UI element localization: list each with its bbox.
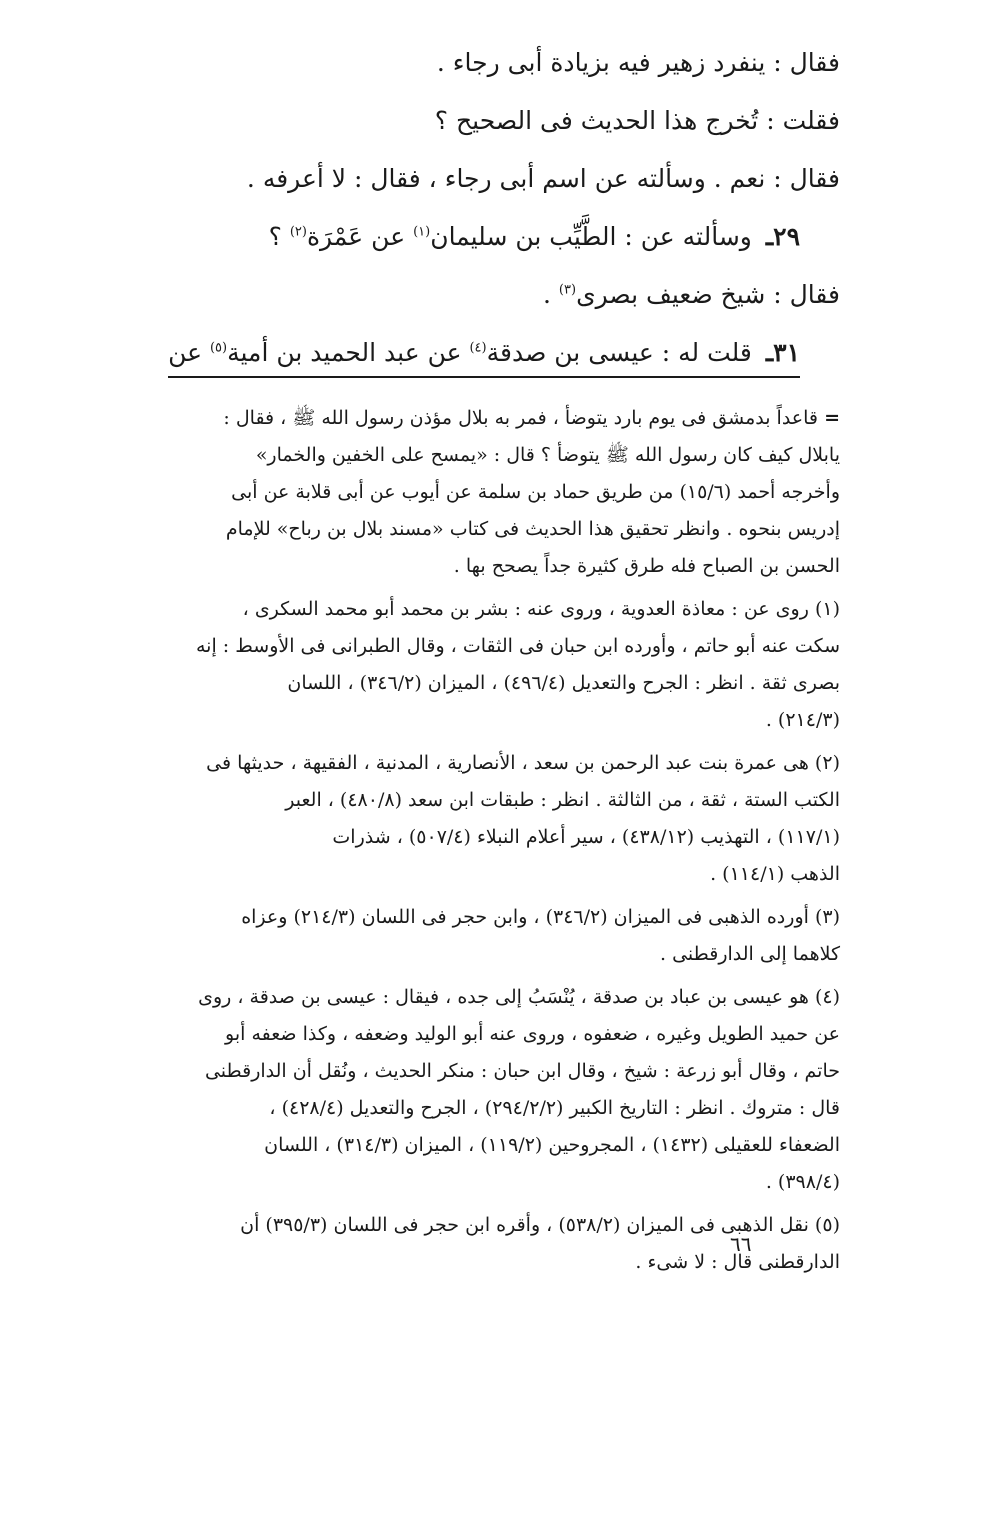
question-29-text-b: عن عَمْرَة — [306, 222, 414, 251]
footnote-2 — [120, 745, 840, 897]
question-31-text-a: قلت له : عيسى بن صدقة — [486, 338, 752, 367]
footnote-2-line-2: الكتب الستة ، ثقة ، من الثالثة . انظر : طبقات ابن سعد (٤٨٠/٨) ، العبر — [285, 789, 840, 811]
continuation-line-4: إدريس بنحوه . وانظر تحقيق هذا الحديث فى كتاب «مسند بلال بن رباح» للإمام — [225, 518, 840, 540]
question-31 — [120, 338, 840, 396]
footnote-3 — [120, 899, 840, 977]
footnote-3-line-2: كلاهما إلى الدارقطنى . — [660, 943, 840, 965]
footnote-4-line-3: حاتم ، وقال أبو زرعة : شيخ ، وقال ابن حبان : منكر الحديث ، ونُقل أن الدارقطنى — [204, 1060, 840, 1082]
continuation-mark: = — [824, 407, 840, 429]
footnote-1-line-3: بصرى ثقة . انظر : الجرح والتعديل (٤٩٦/٤) ، الميزان (٣٤٦/٢) ، اللسان — [287, 672, 840, 694]
main-line-3-text: فقال : نعم . وسألته عن اسم أبى رجاء ، فقال : لا أعرفه . — [246, 164, 840, 193]
main-line-2-text: فقلت : تُخرج هذا الحديث فى الصحيح ؟ — [434, 106, 840, 135]
footnote-4-line-5: الضعفاء للعقيلى (١٤٣٢) ، المجروحين (١١٩/٢) ، الميزان (٣١٤/٣) ، اللسان — [264, 1134, 840, 1156]
footnote-4-line-2: عن حميد الطويل وغيره ، ضعفوه ، وروى عنه أبو الوليد وضعفه ، وكذا ضعفه أبو — [225, 1023, 840, 1045]
answer-29-text-b: . — [543, 280, 559, 309]
footnote-continuation — [120, 400, 840, 589]
footnote-ref-3: (٣) — [558, 282, 577, 298]
footnote-1 — [120, 591, 840, 743]
question-31-text-b: عن عبد الحميد بن أمية — [227, 338, 470, 367]
footnote-1-line-4: (٢١٤/٣) . — [765, 709, 840, 731]
document-page — [120, 48, 840, 1287]
page-number: ٦٦ — [730, 1232, 752, 1256]
footnote-ref-4: (٤) — [469, 340, 487, 356]
footnote-2-line-3: (١١٧/١) ، التهذيب (٤٣٨/١٢) ، سير أعلام النبلاء (٥٠٧/٤) ، شذرات — [332, 826, 840, 848]
footnote-2-line-1: (٢) هى عمرة بنت عبد الرحمن بن سعد ، الأنصارية ، المدنية ، الفقيهة ، حديثها فى — [206, 752, 840, 774]
footnote-ref-2: (٢) — [289, 224, 307, 240]
main-line-3 — [120, 164, 840, 222]
question-29 — [120, 222, 840, 280]
main-line-1-text: فقال : ينفرد زهير فيه بزيادة أبى رجاء . — [436, 48, 840, 77]
question-29-text-c: ؟ — [268, 222, 290, 251]
footnote-4-line-4: قال : متروك . انظر : التاريخ الكبير (٢٩٤/٢/٢) ، الجرح والتعديل (٤٢٨/٤) ، — [269, 1097, 840, 1119]
question-29-text-a: وسألته عن : الطَّيِّب بن سليمان — [430, 222, 752, 251]
footnote-1-line-2: سكت عنه أبو حاتم ، وأورده ابن حبان فى الثقات ، وقال الطبرانى فى الأوسط : إنه — [196, 635, 840, 657]
question-29-number: ٢٩ـ — [765, 222, 800, 251]
footnote-5-line-1: (٥) نقل الذهبى فى الميزان (٥٣٨/٢) ، وأقره ابن حجر فى اللسان (٣٩٥/٣) أن — [240, 1214, 840, 1236]
continuation-line-1 — [120, 400, 840, 437]
footnote-4 — [120, 979, 840, 1205]
continuation-line-3: وأخرجه أحمد (١٥/٦) من طريق حماد بن سلمة عن أيوب عن أبى قلابة عن أبى — [231, 481, 840, 503]
footnote-3-line-1: (٣) أورده الذهبى فى الميزان (٣٤٦/٢) ، وابن حجر فى اللسان (٢١٤/٣) وعزاه — [241, 906, 840, 928]
footnote-5-line-2: الدارقطنى قال : لا شىء . — [635, 1251, 840, 1273]
continuation-line-5: الحسن بن الصباح فله طرق كثيرة جداً يصحح بها . — [453, 555, 840, 577]
footnote-ref-1: (١) — [413, 224, 431, 240]
main-line-1 — [120, 48, 840, 106]
continuation-line-1-text: قاعداً بدمشق فى يوم بارد يتوضأ ، فمر به بلال مؤذن رسول الله ﷺ ، فقال : — [223, 407, 819, 429]
footnotes-section — [120, 400, 840, 1285]
footnote-1-line-1: (١) روى عن : معاذة العدوية ، وروى عنه : بشر بن محمد أبو محمد السكرى ، — [242, 598, 840, 620]
footnote-4-line-6: (٣٩٨/٤) . — [765, 1171, 840, 1193]
main-line-2 — [120, 106, 840, 164]
footnote-4-line-1: (٤) هو عيسى بن عباد بن صدقة ، يُنْسَبُ إلى جده ، فيقال : عيسى بن صدقة ، روى — [198, 986, 840, 1008]
continuation-line-2: يابلال كيف كان رسول الله ﷺ يتوضأ ؟ قال : «يمسح على الخفين والخمار» — [255, 444, 840, 466]
answer-29 — [120, 280, 840, 338]
footnote-ref-5: (٥) — [209, 340, 228, 356]
footnote-2-line-4: الذهب (١١٤/١) . — [710, 863, 840, 885]
question-31-underlined — [168, 338, 800, 378]
question-31-number: ٣١ـ — [765, 338, 800, 367]
question-31-text-c: عن — [168, 338, 210, 367]
answer-29-text-a: فقال : شيخ ضعيف بصرى — [576, 280, 840, 309]
